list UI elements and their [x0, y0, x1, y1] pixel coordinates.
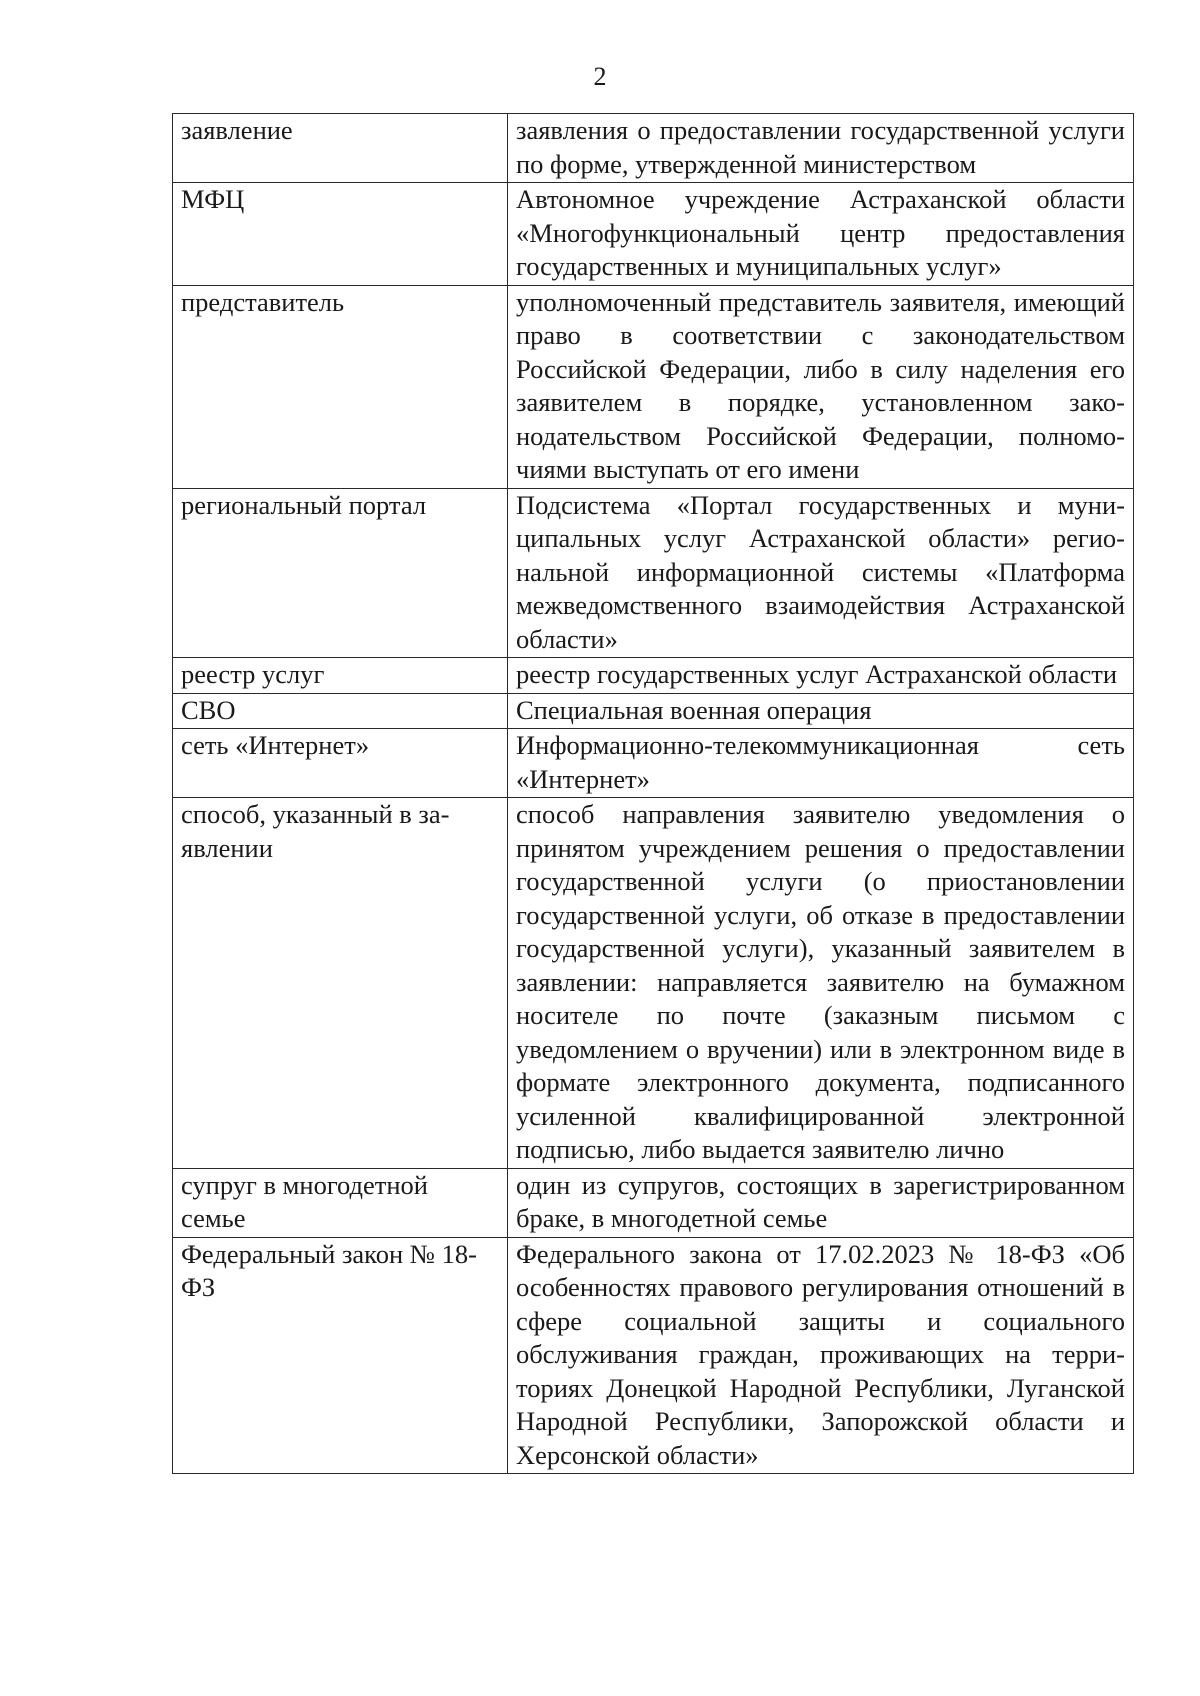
terms-table — [172, 113, 1134, 1474]
table-row — [173, 1237, 1134, 1474]
definition-cell: Специальная военная операция — [508, 693, 1134, 729]
definition-cell: один из супругов, состоящих в зарегистрированном браке, в многодетной семье — [508, 1168, 1134, 1237]
term-cell: супруг в многодетной семье — [173, 1168, 508, 1237]
page-number: 2 — [593, 62, 607, 91]
table-row — [173, 285, 1134, 488]
term-cell: региональный портал — [173, 488, 508, 658]
definition-cell: уполномоченный представитель заявителя, имеющий право в соответствии с законодательством Российской Федерации, либо в силу наделения его заявителем в порядке, установленном законодательством Российской Федерации, полномочиями выступать от его имени — [508, 285, 1134, 488]
definition-cell: Подсистема «Портал государственных и муниципальных услуг Астраханской области» региональной информационной системы «Платформа межведомственного взаимодействия Астраханской области» — [508, 488, 1134, 658]
term-cell: реестр услуг — [173, 658, 508, 694]
definition-cell: Информационно-телекоммуникационная сеть «Интернет» — [508, 729, 1134, 798]
term-cell: заявление — [173, 114, 508, 183]
table-row — [173, 488, 1134, 658]
definition-cell: реестр государственных услуг Астраханской области — [508, 658, 1134, 694]
definition-cell: Федерального закона от 17.02.2023 № 18-ФЗ «Об особенностях правового регулирования отношений в сфере социальной защиты и социального обслуживания граждан, проживающих на территориях Донецкой Народной Республики, Луганской Народной Республики, Запорожской области и Херсонской области» — [508, 1237, 1134, 1474]
term-cell: Федеральный закон № 18-ФЗ — [173, 1237, 508, 1474]
definition-cell: Автономное учреждение Астраханской области «Многофункциональный центр предоставления государственных и муниципальных услуг» — [508, 183, 1134, 286]
table-row — [173, 114, 1134, 183]
term-cell: представитель — [173, 285, 508, 488]
term-cell: сеть «Интернет» — [173, 729, 508, 798]
table-row — [173, 183, 1134, 286]
term-cell: МФЦ — [173, 183, 508, 286]
table-row — [173, 1168, 1134, 1237]
table-row — [173, 798, 1134, 1169]
definition-cell: заявления о предоставлении государственной услуги по форме, утвержденной министерством — [508, 114, 1134, 183]
definition-cell: способ направления заявителю уведомления о принятом учреждением решения о предоставлении государственной услуги (о приостановлении государственной услуги, об отказе в предоставлении государственной услуги), указанный заявителем в заявлении: направляется заявителю на бумажном носителе по почте (заказным письмом с уведомлением о вручении) или в электронном виде в формате электронного документа, подписанного усиленной квалифицированной электронной подписью, либо выдается заявителю лично — [508, 798, 1134, 1169]
table-row — [173, 658, 1134, 694]
table-row — [173, 729, 1134, 798]
table-row — [173, 693, 1134, 729]
term-cell: СВО — [173, 693, 508, 729]
term-cell: способ, указанный в заявлении — [173, 798, 508, 1169]
